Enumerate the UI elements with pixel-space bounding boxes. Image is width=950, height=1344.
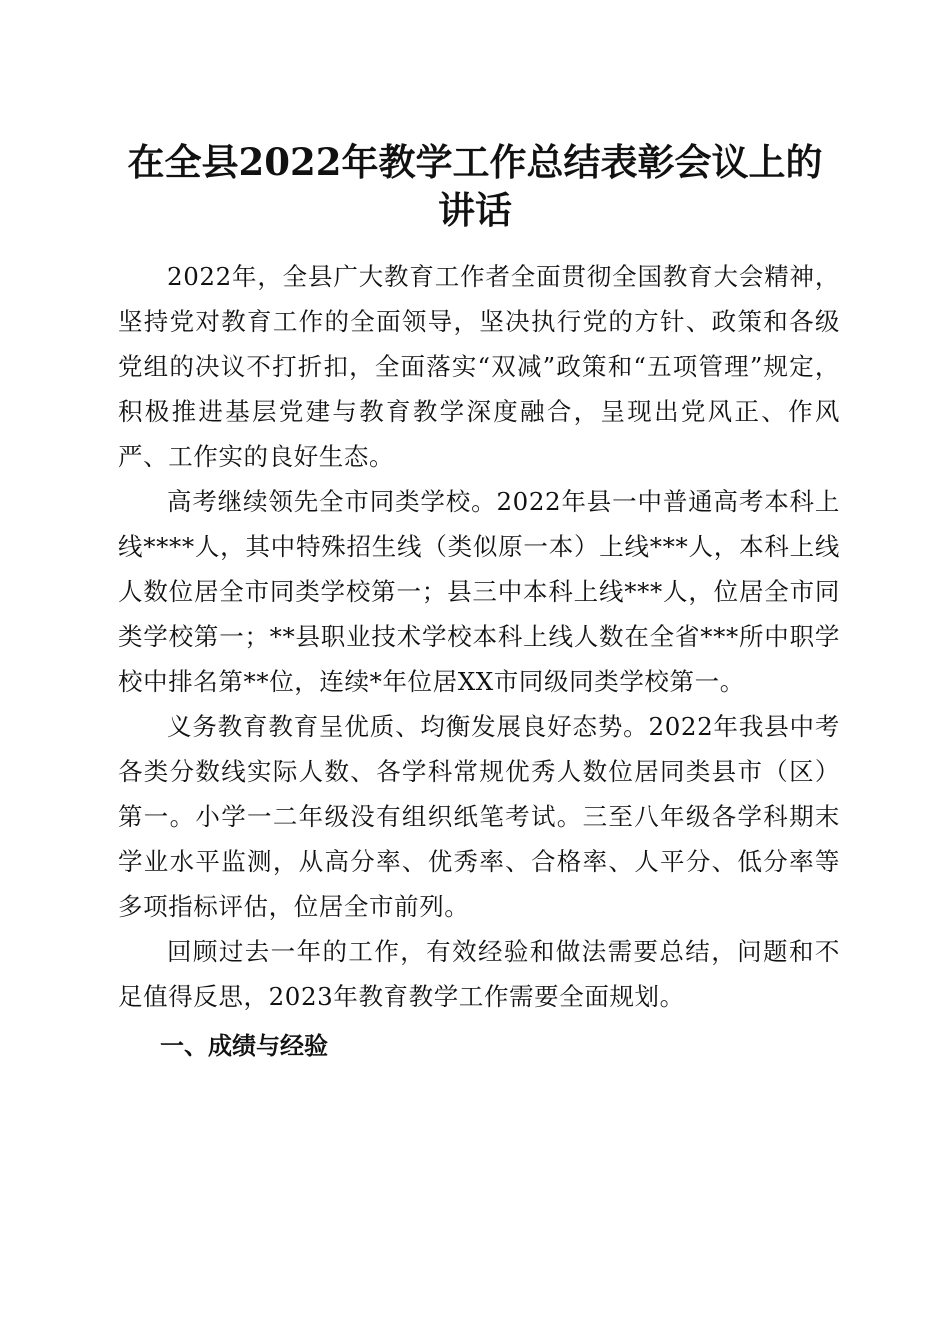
- document-title: 在全县2022年教学工作总结表彰会议上的讲话: [127, 140, 823, 232]
- paragraph-intro: 2022年，全县广大教育工作者全面贯彻全国教育大会精神，坚持党对教育工作的全面领导，坚决执行党的方针、政策和各级党组的决议不打折扣，全面落实“双减”政策和“五项管理”规定，积极推进基层党建与教育教学深度融合，呈现出党风正、作风严、工作实的良好生态。: [118, 262, 840, 471]
- document-body: [118, 254, 840, 1073]
- section-heading: 一、成绩与经验: [160, 1032, 328, 1060]
- paragraph-gaokao: 高考继续领先全市同类学校。2022年县一中普通高考本科上线****人，其中特殊招生线（类似原一本）上线***人，本科上线人数位居全市同类学校第一；县三中本科上线***人，位居全市同类学校第一；**县职业技术学校本科上线人数在全省***所中职学校中排名第**位，连续*年位居XX市同级同类学校第一。: [118, 487, 840, 696]
- paragraph-compulsory-education: 义务教育教育呈优质、均衡发展良好态势。2022年我县中考各类分数线实际人数、各学科常规优秀人数位居同类县市（区）第一。小学一二年级没有组织纸笔考试。三至八年级各学科期末学业水平监测，从高分率、优秀率、合格率、人平分、低分率等多项指标评估，位居全市前列。: [118, 712, 840, 921]
- paragraph-review: 回顾过去一年的工作，有效经验和做法需要总结，问题和不足值得反思，2023年教育教学工作需要全面规划。: [118, 937, 840, 1011]
